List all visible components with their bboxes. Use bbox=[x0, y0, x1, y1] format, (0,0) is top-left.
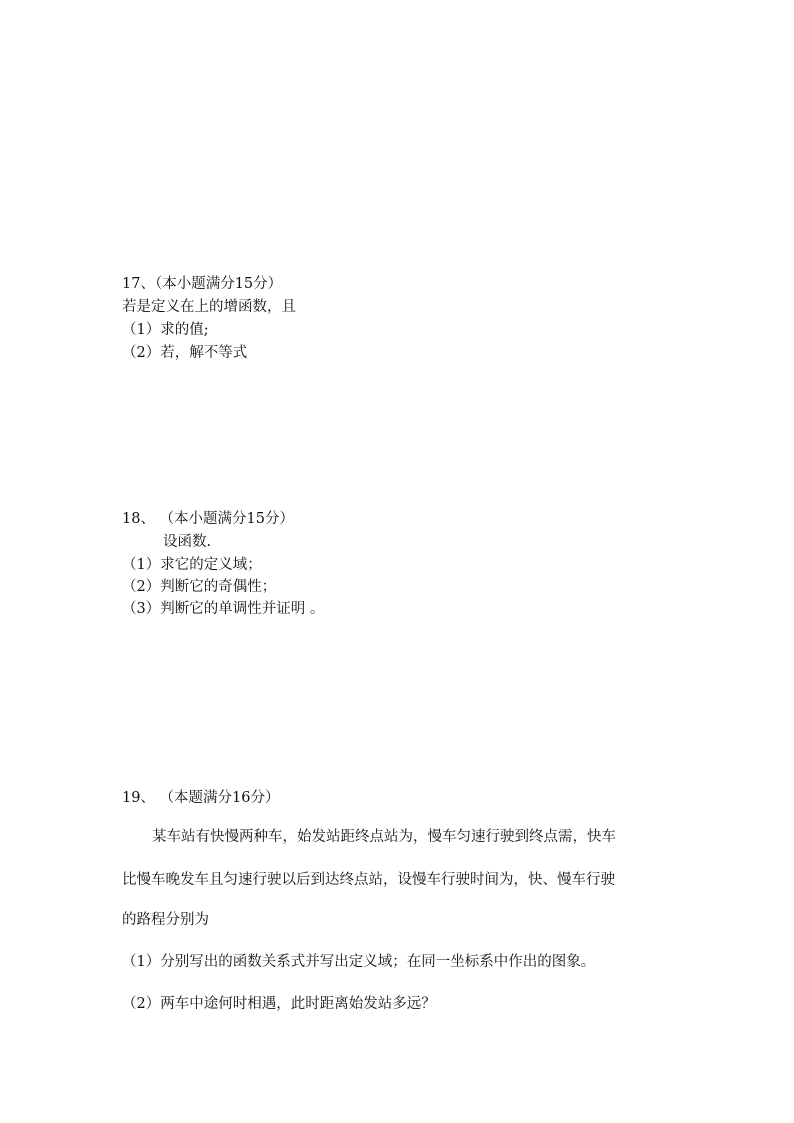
question-19-part-2: （2）两车中途何时相遇，此时距离始发站多远？ bbox=[122, 996, 436, 1012]
question-18-header: 18、 （本小题满分15分） bbox=[122, 511, 295, 527]
question-17-part-2: （2）若，解不等式 bbox=[122, 345, 248, 361]
question-17-stem: 若是定义在上的增函数，且 bbox=[122, 299, 296, 315]
question-19-paragraph-line-1: 某车站有快慢两种车，始发站距终点站为，慢车匀速行驶到终点需，快车 bbox=[152, 829, 616, 845]
question-18-part-1: （1）求它的定义域； bbox=[122, 557, 262, 573]
question-19-paragraph-line-3: 的路程分别为 bbox=[122, 912, 209, 928]
question-19-header: 19、 （本题满分16分） bbox=[122, 790, 280, 806]
question-18-part-2: （2）判断它的奇偶性； bbox=[122, 579, 277, 595]
question-19-part-1: （1）分别写出的函数关系式并写出定义域；在同一坐标系中作出的图象。 bbox=[122, 954, 596, 970]
question-18-part-3: （3）判断它的单调性并证明 。 bbox=[122, 601, 325, 617]
question-18-stem: 设函数. bbox=[163, 534, 212, 550]
question-19-paragraph-line-2: 比慢车晚发车且匀速行驶以后到达终点站，设慢车行驶时间为，快、慢车行驶 bbox=[122, 872, 615, 888]
question-17-part-1: （1）求的值; bbox=[122, 322, 209, 338]
question-17-header: 17、（本小题满分15分） bbox=[122, 276, 283, 292]
